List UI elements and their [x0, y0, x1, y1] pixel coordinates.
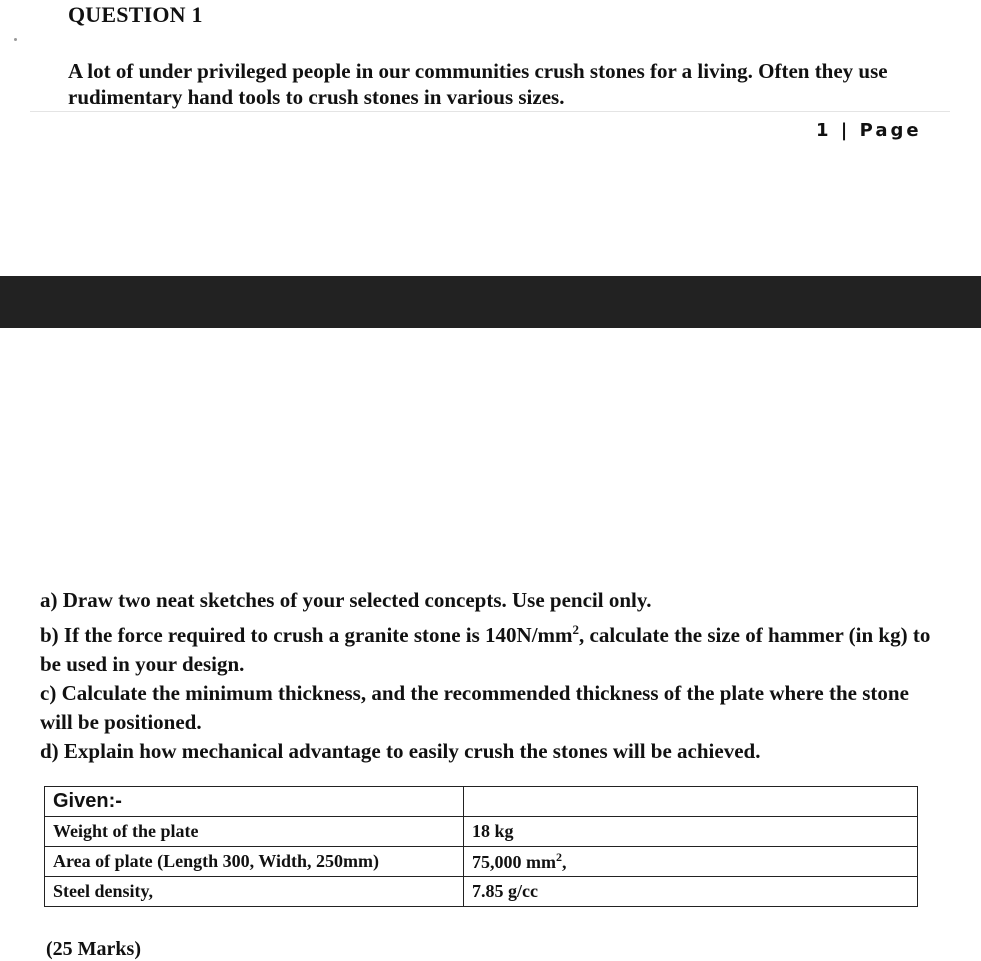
- superscript: 2: [572, 622, 580, 637]
- task-item-d: d) Explain how mechanical advantage to easily crush the stones will be achieved.: [40, 739, 761, 763]
- question-heading: QUESTION 1: [68, 2, 203, 27]
- given-header: Given:-: [45, 787, 464, 817]
- task-item-a: a) Draw two neat sketches of your selected concepts. Use pencil only.: [40, 588, 652, 612]
- table-row: [45, 847, 918, 877]
- task-item-c: c) Calculate the minimum thickness, and the recommended thickness of the plate where the stone will be positioned.: [40, 681, 909, 734]
- table-row: [45, 817, 918, 847]
- question-intro: A lot of under privileged people in our communities crush stones for a living. Often they use rudimentary hand tools to crush stones in various sizes.: [68, 59, 888, 109]
- scan-speck: [14, 38, 17, 41]
- page-number: 1 | Page: [816, 120, 922, 141]
- row-value: 18 kg: [464, 817, 918, 847]
- row-value: 7.85 g/cc: [464, 877, 918, 907]
- table-cell: [464, 787, 918, 817]
- task-list: [40, 586, 940, 766]
- table-header-row: [45, 787, 918, 817]
- given-table: [44, 786, 918, 907]
- page-divider: [30, 111, 950, 112]
- row-label: Steel density,: [45, 877, 464, 907]
- scan-dark-band: [0, 276, 981, 328]
- row-label: Area of plate (Length 300, Width, 250mm): [45, 847, 464, 877]
- task-item-b: b) If the force required to crush a granite stone is $140N/mm^2$, calculate the size of hammer (in kg) to be used in your design.: [40, 622, 931, 676]
- table-row: [45, 877, 918, 907]
- row-label: Weight of the plate: [45, 817, 464, 847]
- marks-label: (25 Marks): [46, 938, 141, 960]
- row-value: 75,000 $mm^2$,: [464, 847, 918, 877]
